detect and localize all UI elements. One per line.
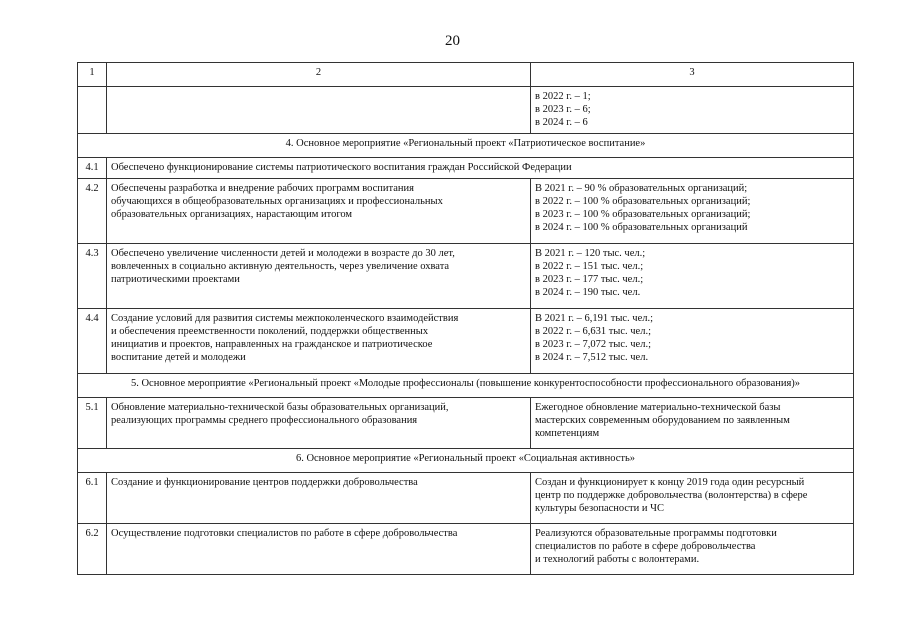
row-number: 6.2 — [78, 524, 107, 575]
result-line: компетенциям — [535, 428, 600, 439]
result-line: в 2023 г. – 7,072 тыс. чел.; — [535, 339, 651, 350]
row-number: 4.2 — [78, 179, 107, 244]
table-row — [78, 524, 854, 575]
row-number: 6.1 — [78, 473, 107, 524]
row-result — [531, 309, 854, 374]
header-col-2: 2 — [107, 63, 531, 87]
result-line: мастерских современным оборудованием по заявленным — [535, 415, 790, 426]
row-result — [531, 473, 854, 524]
header-col-3: 3 — [531, 63, 854, 87]
result-line: специалистов по работе в сфере добровольчества — [535, 541, 756, 552]
row-text: Осуществление подготовки специалистов по работе в сфере добровольчества — [107, 524, 531, 575]
row-result — [531, 179, 854, 244]
table-row — [78, 179, 854, 244]
row-number: 4.4 — [78, 309, 107, 374]
section-title: 6. Основное мероприятие «Региональный проект «Социальная активность» — [78, 449, 854, 473]
table-row — [78, 398, 854, 449]
result-line: в 2023 г. – 177 тыс. чел.; — [535, 274, 644, 285]
row-number: 5.1 — [78, 398, 107, 449]
table-row — [78, 473, 854, 524]
section-title: 4. Основное мероприятие «Региональный проект «Патриотическое воспитание» — [78, 134, 854, 158]
result-line: в 2024 г. – 7,512 тыс. чел. — [535, 352, 649, 363]
row-result — [531, 398, 854, 449]
row-number — [78, 87, 107, 134]
row-number: 4.3 — [78, 244, 107, 309]
table-row — [78, 158, 854, 179]
row-result — [531, 87, 854, 134]
section-row — [78, 374, 854, 398]
result-line: в 2024 г. – 100 % образовательных организаций — [535, 222, 748, 233]
result-line: в 2022 г. – 6,631 тыс. чел.; — [535, 326, 651, 337]
result-line: В 2021 г. – 120 тыс. чел.; — [535, 248, 646, 259]
measures-table — [77, 62, 854, 575]
result-line: в 2023 г. – 6; — [535, 104, 591, 115]
result-line: в 2022 г. – 1; — [535, 91, 591, 102]
result-line: Реализуются образовательные программы подготовки — [535, 528, 777, 539]
result-line: В 2021 г. – 6,191 тыс. чел.; — [535, 313, 654, 324]
table-row — [78, 244, 854, 309]
result-line: в 2024 г. – 6 — [535, 117, 588, 128]
result-line: в 2022 г. – 100 % образовательных организаций; — [535, 196, 751, 207]
result-line: Создан и функционирует к концу 2019 года один ресурсный — [535, 477, 805, 488]
header-row — [78, 63, 854, 87]
row-text: Обеспечено функционирование системы патриотического воспитания граждан Российской Федерации — [107, 158, 854, 179]
result-line: в 2022 г. – 151 тыс. чел.; — [535, 261, 644, 272]
section-title: 5. Основное мероприятие «Региональный проект «Молодые профессионалы (повышение конкурентоспособности профессионального образования)» — [78, 374, 854, 398]
row-text: Создание и функционирование центров поддержки добровольчества — [107, 473, 531, 524]
row-number: 4.1 — [78, 158, 107, 179]
section-row — [78, 134, 854, 158]
row-text: Обеспечено увеличение численности детей и молодежи в возрасте до 30 лет, вовлеченных в социально активную деятельность, через увеличение охвата патриотическими проектами — [107, 244, 531, 309]
result-line: Ежегодное обновление материально-технической базы — [535, 402, 781, 413]
result-line: культуры безопасности и ЧС — [535, 503, 664, 514]
row-text — [107, 87, 531, 134]
page-number: 20 — [445, 33, 460, 49]
row-result — [531, 524, 854, 575]
table-row — [78, 309, 854, 374]
row-text: Создание условий для развития системы межпоколенческого взаимодействия и обеспечения преемственности поколений, поддержки общественных инициатив и проектов, направленных на гражданское и патриотическое воспитание детей и молодежи — [107, 309, 531, 374]
result-line: В 2021 г. – 90 % образовательных организаций; — [535, 183, 748, 194]
row-result — [531, 244, 854, 309]
section-row — [78, 449, 854, 473]
result-line: и технологий работы с волонтерами. — [535, 554, 700, 565]
result-line: в 2024 г. – 190 тыс. чел. — [535, 287, 641, 298]
row-text: Обновление материально-технической базы образовательных организаций, реализующих программы среднего профессионального образования — [107, 398, 531, 449]
continuation-row — [78, 87, 854, 134]
result-line: центр по поддержке добровольчества (волонтерства) в сфере — [535, 490, 808, 501]
header-col-1: 1 — [78, 63, 107, 87]
result-line: в 2023 г. – 100 % образовательных организаций; — [535, 209, 751, 220]
row-text: Обеспечены разработка и внедрение рабочих программ воспитания обучающихся в общеобразовательных организациях и профессиональных образовательных организациях, нарастающим итогом — [107, 179, 531, 244]
